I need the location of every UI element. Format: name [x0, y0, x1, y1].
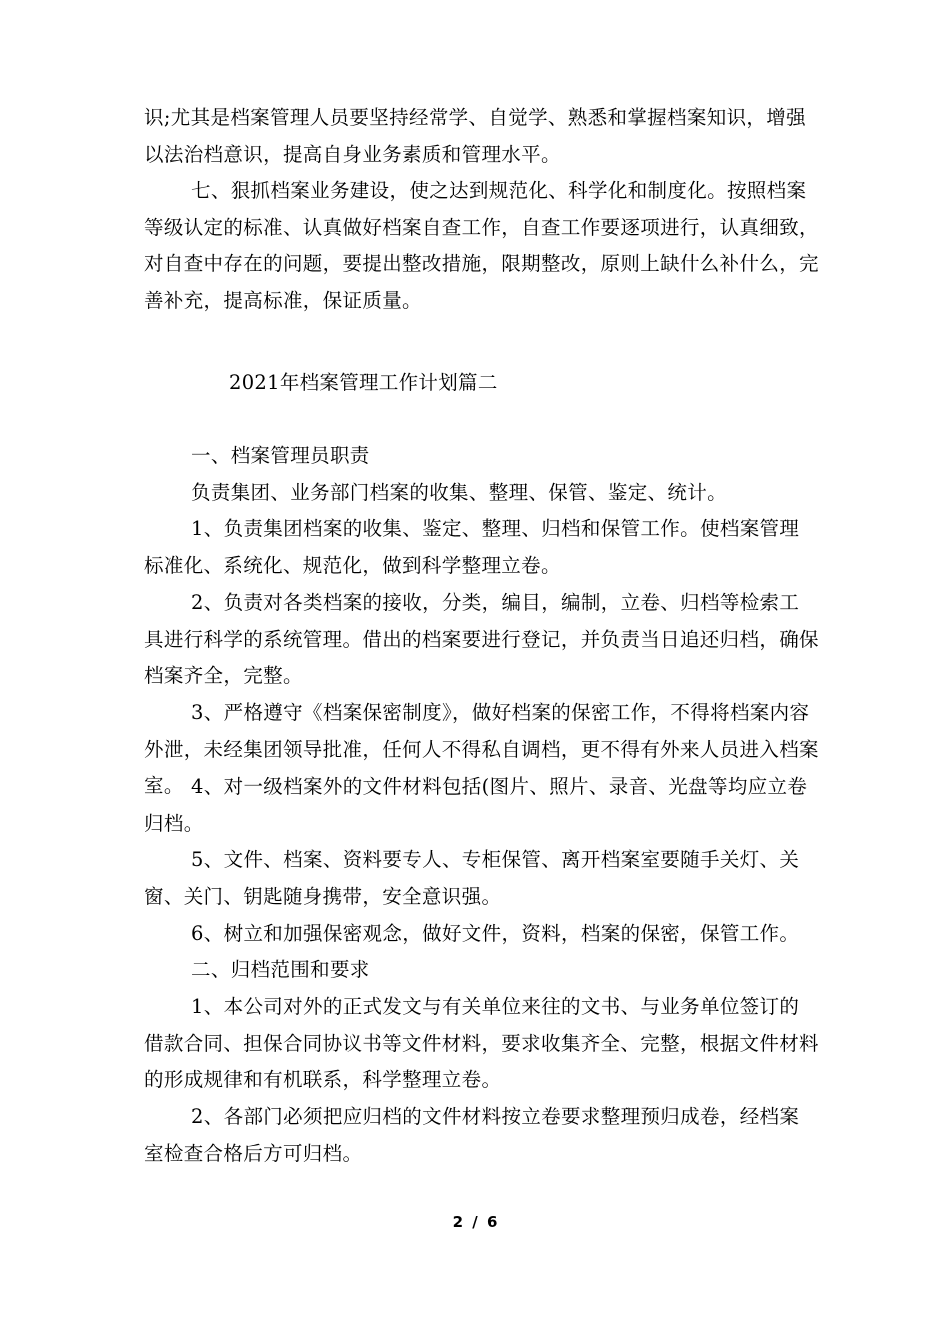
- paragraph-item-seven: 七、狠抓档案业务建设，使之达到规范化、科学化和制度化。按照档案等级认定的标准、认真做好档案自查工作，自查工作要逐项进行，认真细致，对自查中存在的问题，要提出整改措施，限期整改，原则上缺什么补什么，完善补充，提高标准，保证质量。: [144, 179, 819, 313]
- paragraph-duty-3: 3、严格遵守《档案保密制度》，做好档案的保密工作，不得将档案内容外泄，未经集团领导批准，任何人不得私自调档，更不得有外来人员进入档案室。: [144, 701, 819, 798]
- paragraph-duty-6: 6、树立和加强保密观念，做好文件，资料，档案的保密，保管工作。: [191, 922, 800, 945]
- paragraph-heading-scope: 二、归档范围和要求: [191, 958, 370, 981]
- section-title: 2021年档案管理工作计划篇二: [229, 371, 498, 394]
- paragraph-duty-5: 5、文件、档案、资料要专人、专柜保管、离开档案室要随手关灯、关窗、关门、钥匙随身携带，安全意识强。: [144, 848, 800, 908]
- paragraph-duty-1: 1、负责集团档案的收集、鉴定、整理、归档和保管工作。使档案管理标准化、系统化、规范化，做到科学整理立卷。: [144, 517, 800, 577]
- paragraph-duties-summary: 负责集团、业务部门档案的收集、整理、保管、鉴定、统计。: [191, 481, 727, 504]
- paragraph-heading-duties: 一、档案管理员职责: [191, 444, 370, 467]
- paragraph-continuation: 识;尤其是档案管理人员要坚持经常学、自觉学、熟悉和掌握档案知识，增强以法治档意识，提高自身业务素质和管理水平。: [144, 106, 806, 166]
- page-number: 2 / 6: [452, 1213, 498, 1231]
- paragraph-scope-2: 2、各部门必须把应归档的文件材料按立卷要求整理预归成卷，经档案室检查合格后方可归档。: [144, 1105, 800, 1165]
- paragraph-duty-4: 4、对一级档案外的文件材料包括(图片、照片、录音、光盘等均应立卷归档。: [144, 775, 808, 835]
- paragraph-scope-1: 1、本公司对外的正式发文与有关单位来往的文书、与业务单位签订的借款合同、担保合同协议书等文件材料，要求收集齐全、完整，根据文件材料的形成规律和有机联系，科学整理立卷。: [144, 995, 819, 1092]
- paragraph-duty-2: 2、负责对各类档案的接收，分类，编目，编制，立卷、归档等检索工具进行科学的系统管理。借出的档案要进行登记，并负责当日追还归档，确保档案齐全，完整。: [144, 591, 819, 688]
